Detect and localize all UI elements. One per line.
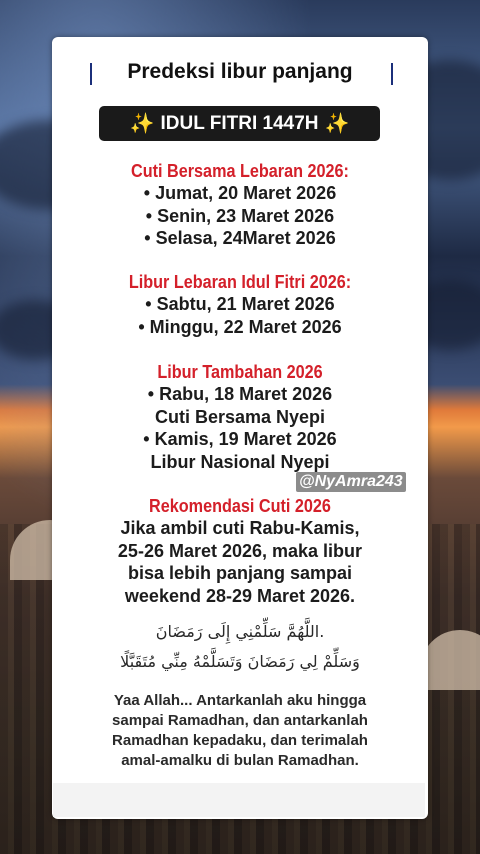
list-item: Cuti Bersama Nyepi bbox=[154, 406, 326, 427]
section-heading: Libur Lebaran Idul Fitri 2026: bbox=[128, 272, 352, 292]
event-badge bbox=[99, 106, 380, 141]
translation-line: Yaa Allah... Antarkanlah aku hingga bbox=[113, 692, 367, 709]
section-libur-tambahan bbox=[52, 361, 428, 473]
sparkle-icon: ✨ bbox=[129, 113, 155, 135]
list-item: Libur Nasional Nyepi bbox=[150, 451, 330, 472]
badge-label: IDUL FITRI 1447H bbox=[160, 112, 319, 134]
section-libur-lebaran bbox=[52, 271, 428, 338]
prayer-translation bbox=[52, 691, 428, 771]
arabic-line: .اللَّهُمَّ سَلِّمْنِي إِلَى رَمَضَانَ bbox=[155, 622, 325, 641]
arabic-prayer bbox=[52, 617, 428, 677]
list-item: 25-26 Maret 2026, maka libur bbox=[117, 540, 363, 561]
list-item: • Sabtu, 21 Maret 2026 bbox=[145, 294, 335, 314]
list-item: bisa lebih panjang sampai bbox=[127, 563, 353, 583]
list-item: • Kamis, 19 Maret 2026 bbox=[143, 429, 337, 449]
section-rekomendasi bbox=[52, 495, 428, 607]
translation-line: sampai Ramadhan, dan antarkanlah bbox=[112, 712, 368, 729]
list-item: • Rabu, 18 Maret 2026 bbox=[147, 384, 333, 404]
arabic-line: وَسَلِّمْ لِي رَمَضَانَ وَتَسَلَّمْهُ مِنِّي مُتَقَبَّلًا bbox=[120, 652, 360, 671]
section-heading: Cuti Bersama Lebaran 2026: bbox=[131, 161, 349, 181]
list-item: • Jumat, 20 Maret 2026 bbox=[143, 183, 337, 203]
sparkle-icon: ✨ bbox=[324, 113, 350, 135]
list-item: Jika ambil cuti Rabu-Kamis, bbox=[120, 518, 360, 538]
list-item: • Selasa, 24Maret 2026 bbox=[144, 228, 336, 248]
info-card bbox=[52, 37, 428, 819]
section-heading: Libur Tambahan 2026 bbox=[157, 362, 323, 382]
section-heading: Rekomendasi Cuti 2026 bbox=[149, 496, 331, 516]
list-item: weekend 28-29 Maret 2026. bbox=[124, 585, 356, 606]
list-item: • Minggu, 22 Maret 2026 bbox=[138, 316, 342, 337]
list-item: • Senin, 23 Maret 2026 bbox=[145, 205, 335, 226]
watermark: @NyAmra243 bbox=[296, 472, 406, 492]
page-title: Predeksi libur panjang bbox=[127, 60, 353, 83]
section-cuti-bersama bbox=[52, 160, 428, 250]
translation-line: Ramadhan kepadaku, dan terimalah bbox=[112, 732, 368, 749]
translation-line: amal-amalku di bulan Ramadhan. bbox=[121, 752, 359, 769]
card-footer-strip bbox=[53, 783, 425, 817]
